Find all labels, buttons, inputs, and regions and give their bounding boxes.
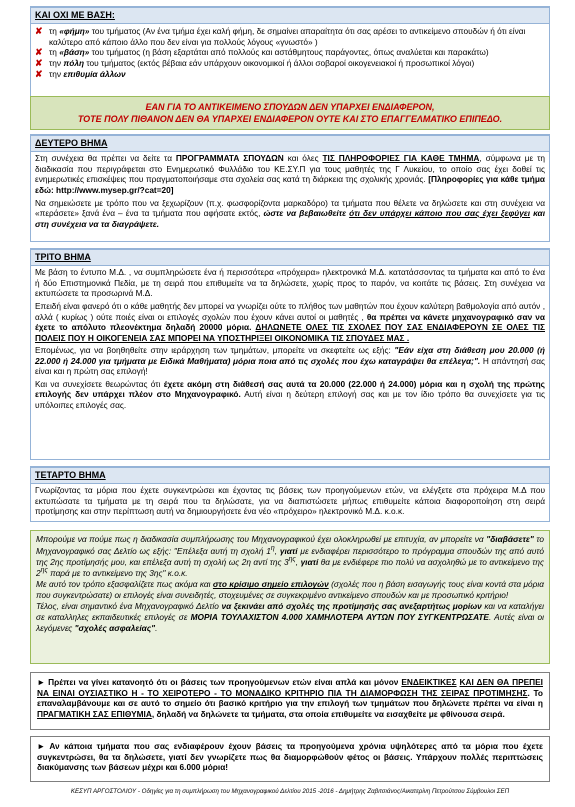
paragraph: Γνωρίζοντας τα μόρια που έχετε συγκεντρώσει και έχοντας τις βάσεις των προηγούμενων ετών, να ελέγξετε στα πρόχειρα Μ.Δ που εκτυπώσατε τα τμήματα με τη σειρά που τα δηλώσατε, για να διαπιστώσετε μήπως επιθυμείτε κάποια διαφοροποίηση στη σειρά προτίμησης και στην περίπτωση αυτή να δημιουργήσετε ένα νέο «πρόχειρο» ηλεκτρονικό Μ.Δ. κ.ο.κ. xyxy=(35,485,545,517)
page-footer: ΚΕΣΥΠ ΑΡΓΟΣΤΟΛΙΟΥ - Οδηγίες για τη συμπλήρωση του Μηχανογραφικού Δελτίου 2015 -2016 - Δημήτρης Ζαβιτσιάνος/Αικατερίνη Πετρούτσου Σύμβουλοι ΣΕΠ xyxy=(70,788,510,795)
paragraph: ► Πρέπει να γίνει κατανοητό ότι οι βάσεις των προηγούμενων ετών είναι απλά και μόνον ΕΝΔΕΙΚΤΙΚΕΣ ΚΑΙ ΔΕΝ ΘΑ ΠΡΕΠΕΙ ΝΑ ΕΙΝΑΙ ΟΥΣΙΑΣΤΙΚΟ Η - ΤΟ ΧΕΙΡΟΤΕΡΟ - ΤΟ ΜΟΝΑΔΙΚΟ ΚΡΙΤΗΡΙΟ ΠΙΑ ΤΗ ΔΙΑΜΟΡΦΩΣΗ ΤΗΣ ΣΕΙΡΑΣ ΠΡΟΤΙΜΗΣΗΣ. Το επαναλαμβάνουμε και σε αυτό το σημείο ότι βασικό κριτήριο για την επιλογή των τμημάτων που δηλώνετε πρέπει να είναι η ΠΡΑΓΜΑΤΙΚΗ ΣΑΣ ΕΠΙΘΥΜΙΑ, δηλαδή να δηλώνετε τα τμήματα, στα οποία επιθυμείτε να εισαχθείτε με φθίνουσα σειρά. xyxy=(37,677,543,719)
cross-icon: ✘ xyxy=(35,47,43,58)
paragraph: Μπορούμε να πούμε πως η διαδικασία συμπλήρωσης του Μηχανογραφικού έχει ολοκληρωθεί με επιτυχία, αν μπορείτε να "διαβάσετε" το Μηχανογραφικό σας Δελτίο ως εξής: "Επέλεξα αυτή τη σχολή $1^\eta$, γιατί με ενδιαφέρει περισσότερο το πρόγραμμα σπουδών της από αυτό της 2ης προτίμησής μου, και επέλεξα αυτή τη σχολή ως 2η αντί της $3^{\eta\varsigma}$, γιατί θα με ενδιέφερε πιο πολύ να ασχοληθώ με το αντικείμενο της $2^{\eta\varsigma}$ παρά με το αντικείμενο της 3ης" κ.ο.κ. xyxy=(36,534,544,578)
section-title: ΤΕΤΑΡΤΟ ΒΗΜΑ xyxy=(31,467,549,484)
summary-box xyxy=(30,530,550,664)
note-box-fluctuations xyxy=(30,736,550,782)
list-item: ✘ τη «φήμη» του τμήματος (Αν ένα τμήμα έχει καλή φήμη, δε σημαίνει απαραίτητα ότι σας αρέσει το αντικείμενο σπουδών ή ότι είναι καλύτερο από κάποιο άλλο που δεν είναι για πολλούς λόγους «γνωστό» ) xyxy=(35,26,526,47)
paragraph: Με αυτό τον τρόπο εξασφαλίζετε πως ακόμα και στο κρίσιμο σημείο επιλογών (σχολές που η βάση εισαγωγής τους είναι κοντά στα μόρια που συγκεντρώσατε) οι επιλογές είναι συνειδητές, στοχευμένες σε συγκεκριμένο αντικείμενο σπουδών και με προσωπικό κριτήριο! xyxy=(36,579,544,600)
banner-line-2: ΤΟΤΕ ΠΟΛΥ ΠΙΘΑΝΟΝ ΔΕΝ ΘΑ ΥΠΑΡΧΕΙ ΕΝΔΙΑΦΕΡΟΝ ΟΥΤΕ ΚΑΙ ΣΤΟ ΕΠΑΓΓΕΛΜΑΤΙΚΟ ΕΠΙΠΕΔΟ. xyxy=(77,114,503,125)
paragraph: ► Αν κάποια τμήματα που σας ενδιαφέρουν έχουν βάσεις τα προηγούμενα χρόνια υψηλότερες από τα μόρια που έχετε συγκεντρώσει, θα τα δηλώσετε, γιατί δεν γνωρίζετε πως θα διαμορφώθούν φέτος οι βάσεις. Υπάρχουν πολλές περιπτώσεις διακύμανσης των βάσεων μέχρι και 6.000 μόρια! xyxy=(37,741,543,773)
cross-icon: ✘ xyxy=(35,26,43,37)
paragraph: Και να συνεχίσετε θεωρώντας ότι έχετε ακόμη στη διάθεσή σας αυτά τα 20.000 (22.000 ή 24.000) μόρια και η σχολή της πρώτης επιλογής δεν υπάρχει πλέον στο Μηχανογραφικό. Αυτή είναι η δεύτερη επιλογή σας και με τον ίδιο τρόπο θα συνεχίσετε για τις υπόλοιπες επιλογές σας. xyxy=(35,378,545,410)
paragraph: Επειδή είναι φανερό ότι ο κάθε μαθητής δεν μπορεί να γνωρίζει ούτε το πλήθος των μαθητών που έχουν καλύτερη βαθμολογία από αυτόν , αλλά ( κυρίως ) ούτε ποιές είναι οι επιλογές σχολών που έχουν κάνει αυτοί οι μαθητές , θα πρέπει να κάνετε μηχανογραφικό σαν να έχετε το απόλυτο πλεονέκτημα δηλαδή 20000 μόρια. ΔΗΛΩΝΕΤΕ ΟΛΕΣ ΤΙΣ ΣΧΟΛΕΣ ΠΟΥ ΣΑΣ ΕΝΔΙΑΦΕΡΟΥΝ ΣΕ ΟΛΕΣ ΤΙΣ ΠΟΛΕΙΣ ΠΟΥ Η ΟΙΚΟΓΕΝΕΙΑ ΣΑΣ ΜΠΟΡΕΙ ΝΑ ΥΠΟΣΤΗΡΙΞΕΙ ΟΙΚΟΝΟΜΙΚΑ ΤΙΣ ΣΠΟΥΔΕΣ ΜΑΣ . xyxy=(35,301,545,343)
fourth-step-section xyxy=(30,466,550,522)
paragraph: Να σημειώσετε με τρόπο που να ξεχωρίζουν (π.χ. φωσφορίζοντα μαρκαδόρο) τα τμήματα που θέλετε να δηλώσετε και στη συνέχεια να «περάσετε» ξανά ένα – ένα τα τμήματα που αφήσατε εκτός, ώστε να βεβαιωθείτε ότι δεν υπάρχει κάποιο που σας έχει ξεφύγει και στη συνέχεια να τα διαγράψετε. xyxy=(35,197,545,229)
second-step-section xyxy=(30,134,550,242)
warning-banner xyxy=(30,96,550,130)
not-based-on-section xyxy=(30,6,550,108)
section-title: ΤΡΙΤΟ ΒΗΜΑ xyxy=(31,249,549,266)
note-box-baselines xyxy=(30,672,550,730)
section-title: ΚΑΙ ΟΧΙ ΜΕ ΒΑΣΗ: xyxy=(31,7,549,24)
section-title: ΔΕΥΤΕΡΟ ΒΗΜΑ xyxy=(31,135,549,152)
cross-icon: ✘ xyxy=(35,58,43,69)
banner-line-1: ΕΑΝ ΓΙΑ ΤΟ ΑΝΤΙΚΕΙΜΕΝΟ ΣΠΟΥΔΩΝ ΔΕΝ ΥΠΑΡΧΕΙ ΕΝΔΙΑΦΕΡΟΝ, xyxy=(145,102,435,112)
list-item: ✘ την πόλη του τμήματος (εκτός βέβαια εάν υπάρχουν οικονομικοί ή άλλοι σοβαροί οικογενειακοί ή προσωπικοί λόγοι) xyxy=(35,58,475,69)
paragraph: Επομένως, για να βοηθηθείτε στην ιεράρχηση των τμημάτων, μπορείτε να σκεφτείτε ως εξής: "Εάν είχα στη διάθεση μου 20.000 (ή 22.000 ή 24.000 για τμήματα με Ειδικά Μαθήματα) μόρια ποια από τις σχολές που έχω καταγράψει θα επέλεγα;". Η απάντησή σας είναι και η πρώτη σας επιλογή! xyxy=(35,345,545,377)
paragraph: Τέλος, είναι σημαντικό ένα Μηχανογραφικό Δελτίο να ξεκινάει από σχολές της προτίμησής σας ανεξαρτήτως μορίων και να καταλήγει σε καταλληλες εκπαιδευτικές επιλογές σε ΜΟΡΙΑ ΤΟΥΛΑΧΙΣΤΟΝ 4.000 ΧΑΜΗΛΟΤΕΡΑ ΑΥΤΩΝ ΠΟΥ ΣΥΓΚΕΝΤΡΩΣΑΤΕ. Αυτές είναι οι λεγόμενες "σχολές ασφαλείας". xyxy=(36,601,544,633)
paragraph: Στη συνέχεια θα πρέπει να δείτε τα ΠΡΟΓΡΑΜΜΑΤΑ ΣΠΟΥΔΩΝ και όλες ΤΙΣ ΠΛΗΡΟΦΟΡΙΕΣ ΓΙΑ ΚΑΘΕ ΤΜΗΜΑ, σύμφωνα με τη διαδικασία που περιγράφεται στο Ενημερωτικό Φυλλάδιο του ΚΕ.ΣΥ.Π για τους μαθητές της Γ Λυκείου, το οποίο σας έχει δοθεί τις ενημερωτικές επισκέψεις που πραγματοποιήσαμε στα σχολεία σας κατά τη διάρκεια της σχολικής χρονιάς. [Πληροφορίες για κάθε τμήμα εδώ: http://www.mysep.gr/?cat=20] xyxy=(35,153,545,196)
arrow-icon: ► xyxy=(37,677,46,687)
paragraph: Με βάση το έντυπο Μ.Δ. , να συμπληρώσετε ένα ή περισσότερα «πρόχειρα» ηλεκτρονικά Μ.Δ. κατατάσσοντας τα τμήματα και από το ένα ή δύο Επιστημονικά Πεδία, με τη σειρά που επιθυμείτε να τα δηλώσετε, χωρίς προς το παρόν, να κοιτάτε τις βάσεις. Στη συνέχεια να εκτυπώσετε τα προσωρινά Μ.Δ. xyxy=(35,267,545,299)
list-item: ✘ την επιθυμία άλλων xyxy=(35,69,126,80)
list-item: ✘ τη «βάση» του τμήματος (η βάση εξαρτάται από πολλούς και αστάθμητους παράγοντες, όπως αναλύεται και παρακάτω) xyxy=(35,47,489,58)
arrow-icon: ► xyxy=(37,741,46,751)
cross-icon: ✘ xyxy=(35,69,43,80)
third-step-section xyxy=(30,248,550,460)
info-link[interactable]: [Πληροφορίες για κάθε τμήμα εδώ: http://www.mysep.gr/?cat=20 xyxy=(35,174,545,196)
